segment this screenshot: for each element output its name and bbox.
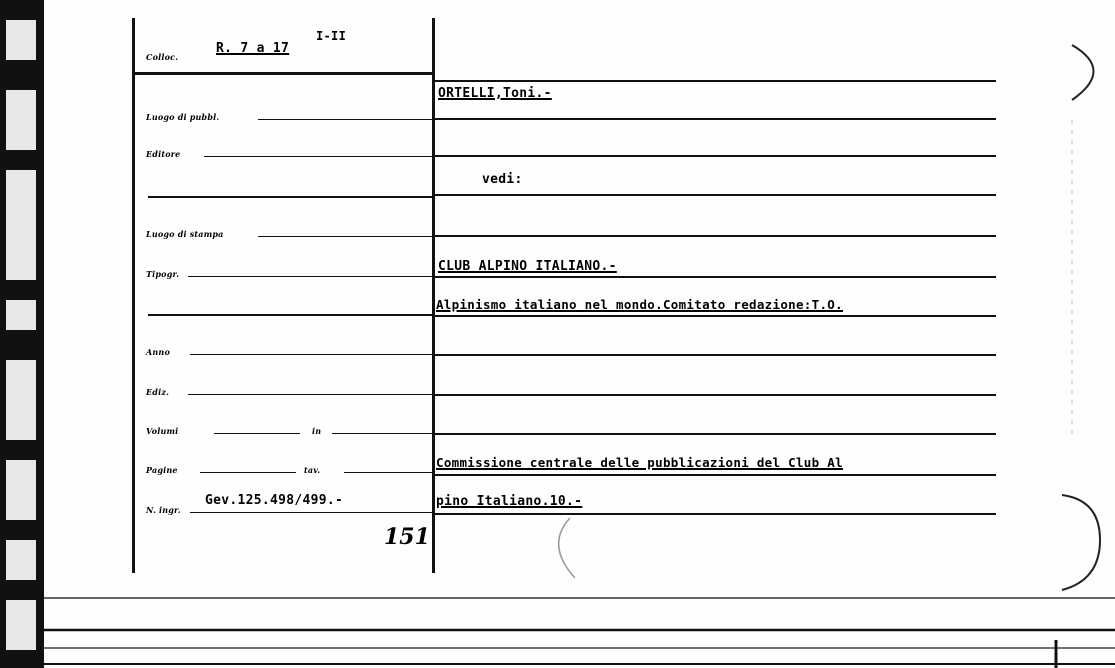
- commission-line-2: pino Italiano.10.-: [436, 494, 583, 509]
- collocazione-label: Colloc.: [146, 52, 179, 62]
- luogo-pubbl-label: Luogo di pubbl.: [146, 112, 220, 122]
- n-ingr-label: N. ingr.: [146, 505, 181, 515]
- luogo-stampa-label: Luogo di stampa: [146, 229, 224, 239]
- see-reference: vedi:: [482, 172, 523, 187]
- tipogr-label: Tipogr.: [146, 269, 180, 279]
- collocazione-superscript: I-II: [316, 29, 347, 43]
- punch-hole-arc: [1062, 495, 1100, 590]
- volumi-in-label: in: [312, 426, 322, 436]
- handwritten-number: 151: [384, 524, 430, 550]
- commission-line-1: Commissione centrale delle pubblicazioni del Club Al: [436, 455, 843, 470]
- volumi-label: Volumi: [146, 426, 179, 436]
- author-heading: ORTELLI,Toni.-: [438, 86, 552, 101]
- anno-label: Anno: [146, 347, 170, 357]
- collocazione-value: R. 7 a 17: [216, 41, 290, 56]
- ediz-label: Ediz.: [146, 387, 170, 397]
- punch-hole-arc: [1072, 45, 1094, 100]
- title-line: Alpinismo italiano nel mondo.Comitato redazione:T.O.: [436, 297, 843, 312]
- stain-arc: [559, 518, 575, 578]
- editore-label: Editore: [146, 149, 181, 159]
- corporate-heading: CLUB ALPINO ITALIANO.-: [438, 259, 617, 274]
- tav-label: tav.: [304, 465, 321, 475]
- pagine-label: Pagine: [146, 465, 178, 475]
- n-ingr-value: Gev.125.498/499.-: [205, 493, 344, 508]
